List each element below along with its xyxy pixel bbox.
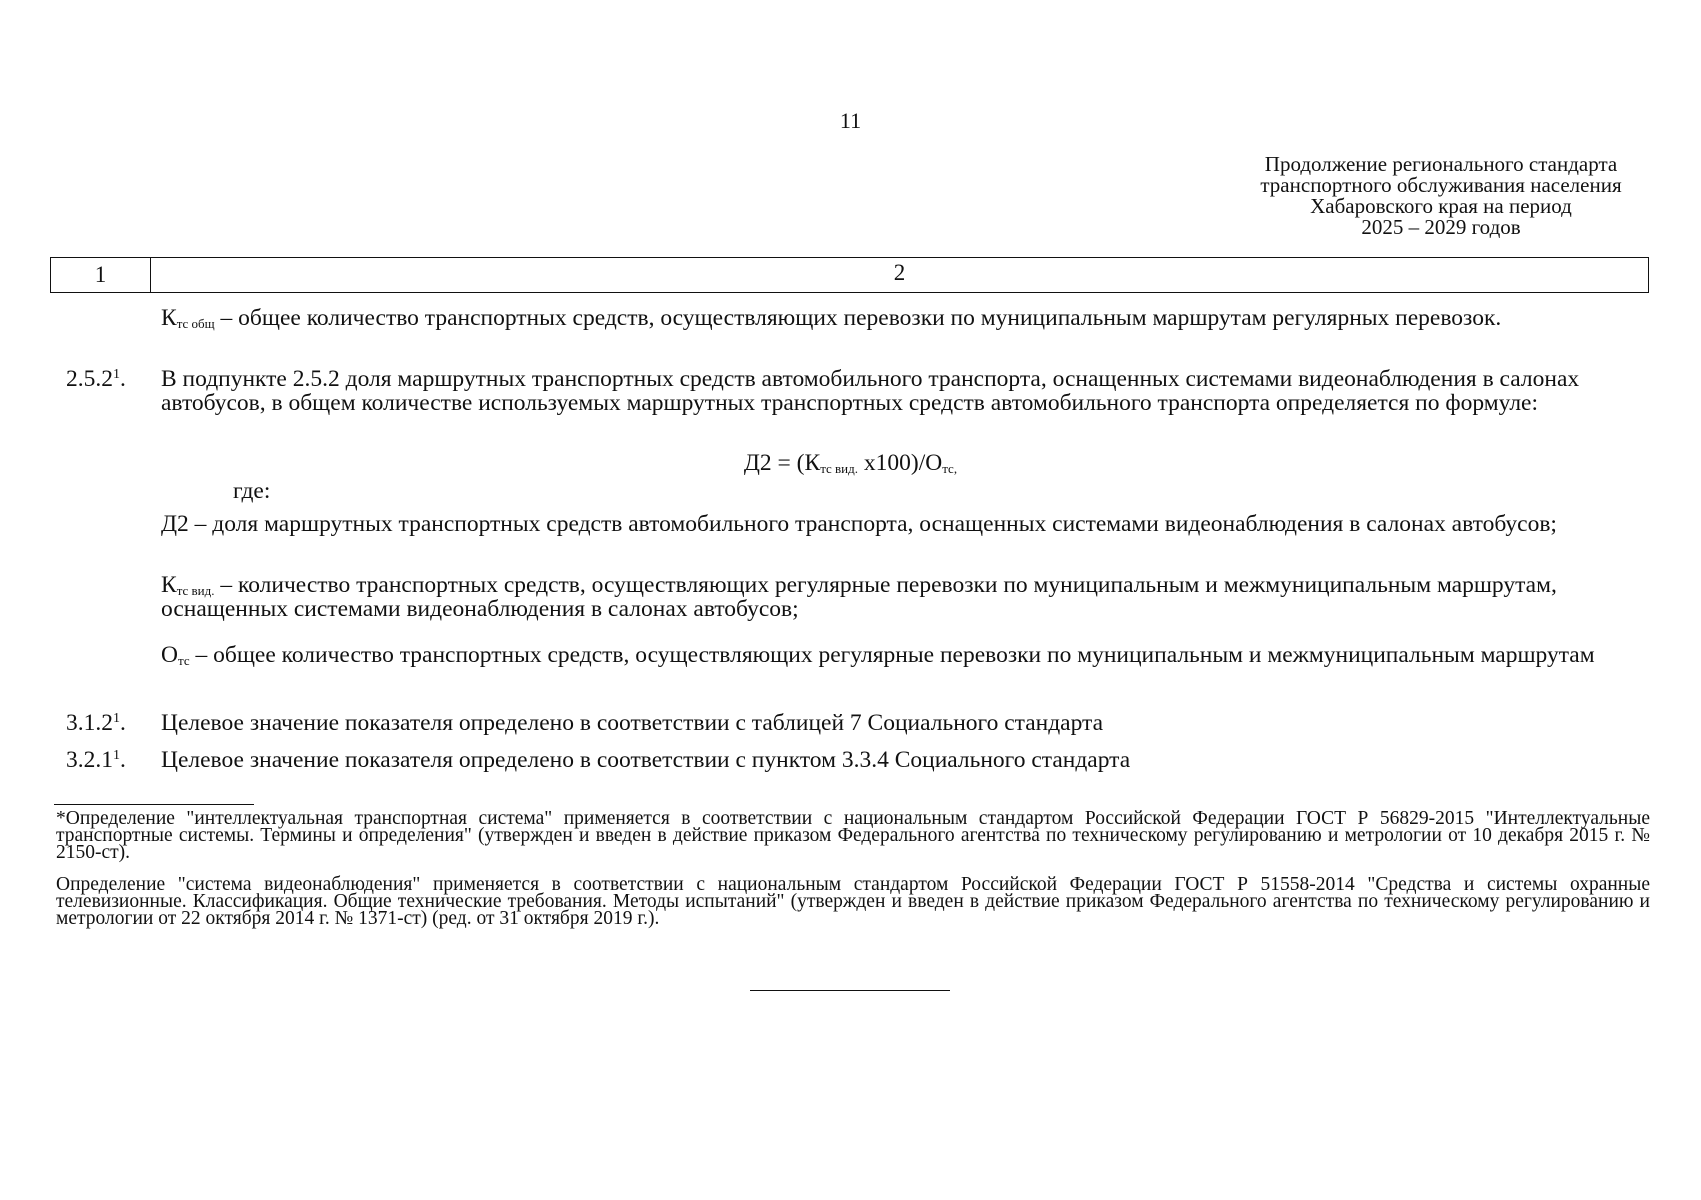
definition-text: – количество транспортных средств, осуществляющих регулярные перевозки по муниципальным и межмуниципальным маршрутам, оснащенных системами видеонаблюдения в салонах автобусов; bbox=[161, 572, 1557, 622]
column-number-1: 1 bbox=[51, 258, 151, 292]
column-number-2: 2 bbox=[893, 260, 906, 285]
definition-text: – общее количество транспортных средств, осуществляющих регулярные перевозки по муниципальным и межмуниципальным маршрутам bbox=[189, 642, 1595, 668]
item-text: В подпункте 2.5.2 доля маршрутных транспортных средств автомобильного транспорта, оснащенных системами видеонаблюдения в салонах автобусов, в общем количестве используемых маршрутных транспортных средств автомобильного транспорта определяется по формуле: bbox=[161, 366, 1580, 416]
where-label: где: bbox=[233, 478, 271, 504]
continuation-line: 2025 – 2029 годов bbox=[1361, 215, 1521, 239]
item-text: Целевое значение показателя определено в соответствии с пунктом 3.3.4 Социального стандарта bbox=[161, 747, 1131, 773]
page-number: 11 bbox=[839, 108, 862, 133]
item-number: 2.5.2$^1$. bbox=[66, 366, 126, 392]
item-number: 3.1.2$^1$. bbox=[66, 710, 126, 736]
end-separator bbox=[750, 990, 950, 991]
item-text: Целевое значение показателя определено в соответствии с таблицей 7 Социального стандарта bbox=[161, 710, 1104, 736]
symbol: К bbox=[161, 305, 177, 331]
continuation-header bbox=[1221, 154, 1661, 238]
footnote-separator bbox=[54, 804, 254, 805]
formula: $Д2 = (К_{тс вид.}$ $х100)/О_{тс,}$ bbox=[743, 450, 958, 476]
continuation-line: Хабаровского края на период bbox=[1310, 194, 1572, 218]
subscript: тс общ bbox=[176, 316, 215, 331]
item-number: 3.2.1$^1$. bbox=[66, 747, 126, 773]
subscript: тс вид. bbox=[176, 583, 215, 598]
footnote-video: Определение "система видеонаблюдения" применяется в соответствии с национальным стандартом Российской Федерации ГОСТ Р 51558-2014 "Средства и системы охранные телевизионные. Классификация. Общие технические требования. Методы испытаний" (утвержден и введен в действие приказом Федерального агентства по техническому регулированию и метрологии от 22 октября 2014 г. № 1371-ст) (ред. от 31 октября 2019 г.). bbox=[56, 874, 1650, 929]
symbol: К bbox=[161, 572, 177, 598]
footnote-its: *Определение "интеллектуальная транспортная система" применяется в соответствии с национальным стандартом Российской Федерации ГОСТ Р 56829-2015 "Интеллектуальные транспортные системы. Термины и определения" (утвержден и введен в действие приказом Федерального агентства по техническому регулированию и метрологии от 10 декабря 2015 г. № 2150-ст). bbox=[56, 808, 1650, 863]
symbol: О bbox=[161, 642, 178, 668]
continuation-line: транспортного обслуживания населения bbox=[1260, 173, 1622, 197]
continuation-line: Продолжение регионального стандарта bbox=[1264, 152, 1618, 176]
definition-text: – общее количество транспортных средств, осуществляющих перевозки по муниципальным маршрутам регулярных перевозок. bbox=[214, 305, 1502, 331]
subscript: тс bbox=[177, 653, 190, 668]
column-number-table bbox=[50, 257, 1649, 293]
